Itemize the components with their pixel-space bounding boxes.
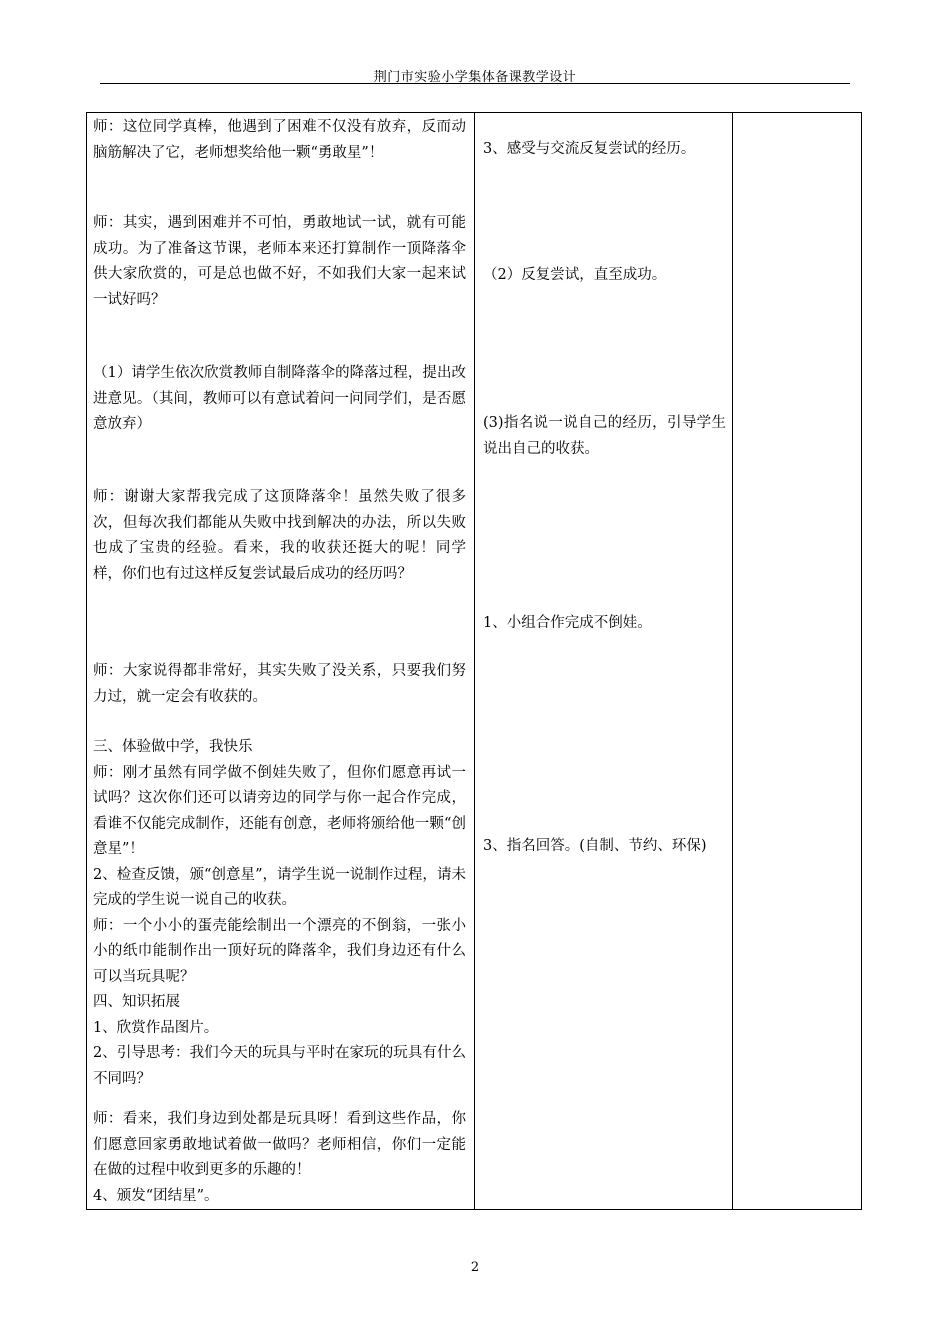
student-activity-cell (475, 113, 733, 1210)
teacher-paragraph: 三、体验做中学，我快乐 师：刚才虽然有同学做不倒娃失败了，但你们愿意再试一试吗？这次你们还可以请旁边的同学与你一起合作完成，看谁不仅能完成制作，还能有创意，老师将颁给他一颗“创意星”！ 2、检查反馈，颁“创意星”，请学生说一说制作过程，请未完成的学生说一说自己的收获。 师：一个小小的蛋壳能绘制出一个漂亮的不倒翁，一张小小的纸巾能制作出一顶好玩的降落伞，我们身边还有什么可以当玩具呢？ 四、知识拓展 1、欣赏作品图片。 2、引导思考：我们今天的玩具与平时在家玩的玩具有什么不同吗？ (93, 739, 466, 1087)
teacher-paragraph: 师：谢谢大家帮我完成了这顶降落伞！虽然失败了很多次，但每次我们都能从失败中找到解决的办法，所以失败也成了宝贵的经验。看来，我的收获还挺大的呢！同学样，你们也有过这样反复尝试最后成功的经历吗？ (93, 489, 466, 582)
student-paragraph: 1、小组合作完成不倒娃。 (483, 615, 652, 631)
teacher-paragraph: 师：其实，遇到困难并不可怕，勇敢地试一试，就有可能成功。为了准备这节课，老师本来还打算制作一顶降落伞供大家欣赏的，可是总也做不好，不如我们大家一起来试一试好吗？ (93, 215, 466, 308)
lesson-plan-table (86, 112, 862, 1210)
teacher-paragraph: （1）请学生依次欣赏教师自制降落伞的降落过程，提出改进意见。（其间，教师可以有意试着问一问同学们，是否愿意放弃） (93, 365, 466, 432)
student-paragraph: （2）反复尝试，直至成功。 (483, 267, 667, 283)
page-header-title: 荆门市实验小学集体备课教学设计 (373, 70, 577, 85)
student-paragraph: 3、感受与交流反复尝试的经历。 (483, 141, 696, 157)
student-paragraph: (3)指名说一说自己的经历，引导学生说出自己的收获。 (483, 415, 726, 457)
teacher-paragraph: 师：大家说得都非常好，其实失败了没关系，只要我们努力过，就一定会有收获的。 (93, 663, 466, 705)
notes-cell (733, 113, 862, 1210)
notes-content (733, 113, 861, 1209)
teacher-activity-cell (87, 113, 475, 1210)
page-number: 2 (470, 1260, 480, 1275)
teacher-paragraph: 师：这位同学真棒，他遇到了困难不仅没有放弃，反而动脑筋解决了它，老师想奖给他一颗“勇敢星”！ (93, 119, 466, 161)
teacher-paragraph: 师：看来，我们身边到处都是玩具呀！看到这些作品，你们愿意回家勇敢地试着做一做吗？老师相信，你们一定能在做的过程中收到更多的乐趣的！ 4、颁发“团结星”。 (93, 1111, 466, 1204)
table-row (87, 113, 862, 1210)
student-paragraph: 3、指名回答。(自制、节约、环保) (483, 838, 707, 854)
header-divider (100, 83, 850, 84)
